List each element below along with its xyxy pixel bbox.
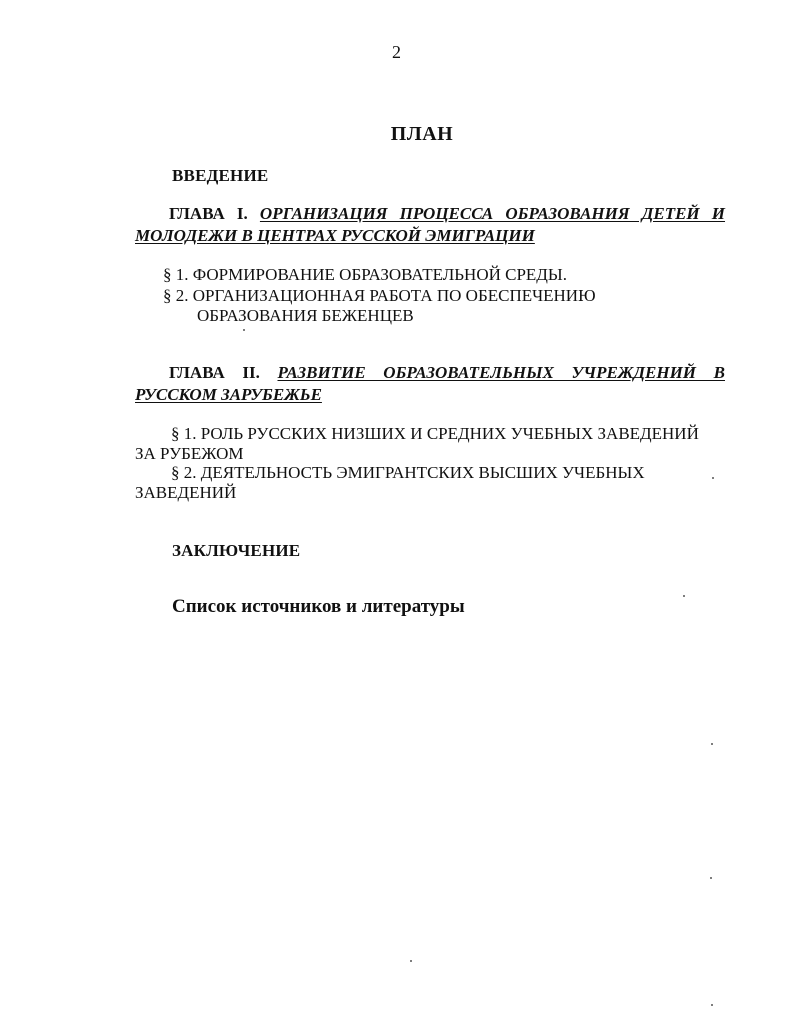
scan-speck <box>712 477 714 479</box>
scan-speck <box>711 1004 713 1006</box>
sources-heading: Список источников и литературы <box>172 596 465 617</box>
scan-speck <box>710 877 712 879</box>
chapter-1-subtitle-line2: МОЛОДЕЖИ В ЦЕНТРАХ РУССКОЙ ЭМИГРАЦИИ <box>135 226 535 245</box>
chapter-2-section-2-text: § 2. ДЕЯТЕЛЬНОСТЬ ЭМИГРАНТСКИХ ВЫСШИХ УЧЕБНЫХ <box>171 463 645 482</box>
chapter-2-second-line <box>135 384 725 406</box>
page-number: 2 <box>392 42 401 62</box>
chapter-2-label: ГЛАВА II. <box>169 363 260 382</box>
scan-speck <box>711 743 713 745</box>
conclusion-heading: ЗАКЛЮЧЕНИЕ <box>172 541 301 560</box>
scan-speck <box>243 329 245 331</box>
chapter-2-section-1-continuation: ЗА РУБЕЖОМ <box>135 444 244 463</box>
chapter-2-subtitle-line2: РУССКОМ ЗАРУБЕЖЬЕ <box>135 385 322 404</box>
chapter-1-section-2 <box>163 286 663 326</box>
chapter-2-section-2-continuation: ЗАВЕДЕНИЙ <box>135 483 237 502</box>
chapter-1-section-1: § 1. ФОРМИРОВАНИЕ ОБРАЗОВАТЕЛЬНОЙ СРЕДЫ. <box>163 265 567 284</box>
chapter-2-subtitle-line1: РАЗВИТИЕ ОБРАЗОВАТЕЛЬНЫХ УЧРЕЖДЕНИЙ В <box>277 363 725 382</box>
chapter-1-second-line <box>135 225 725 247</box>
chapter-2-section-1 <box>135 424 735 464</box>
chapter-2-section-1-text: § 1. РОЛЬ РУССКИХ НИЗШИХ И СРЕДНИХ УЧЕБНЫХ ЗАВЕДЕНИЙ <box>171 424 699 443</box>
chapter-1-subtitle-line1: ОРГАНИЗАЦИЯ ПРОЦЕССА ОБРАЗОВАНИЯ ДЕТЕЙ И <box>259 204 726 223</box>
chapter-2-heading <box>135 362 725 406</box>
chapter-1-heading <box>135 203 725 247</box>
scan-speck <box>410 960 412 962</box>
chapter-2-first-line <box>135 362 725 384</box>
scan-speck <box>683 595 685 597</box>
chapter-1-section-2-text: § 2. ОРГАНИЗАЦИОННАЯ РАБОТА ПО ОБЕСПЕЧЕНИЮ <box>163 286 596 305</box>
chapter-1-section-2-continuation: ОБРАЗОВАНИЯ БЕЖЕНЦЕВ <box>197 306 414 325</box>
chapter-1-label: ГЛАВА I. <box>169 204 248 223</box>
introduction-heading: ВВЕДЕНИЕ <box>172 166 269 185</box>
chapter-1-first-line <box>135 203 725 225</box>
chapter-2-section-2 <box>135 463 735 503</box>
page-title: ПЛАН <box>390 123 454 145</box>
